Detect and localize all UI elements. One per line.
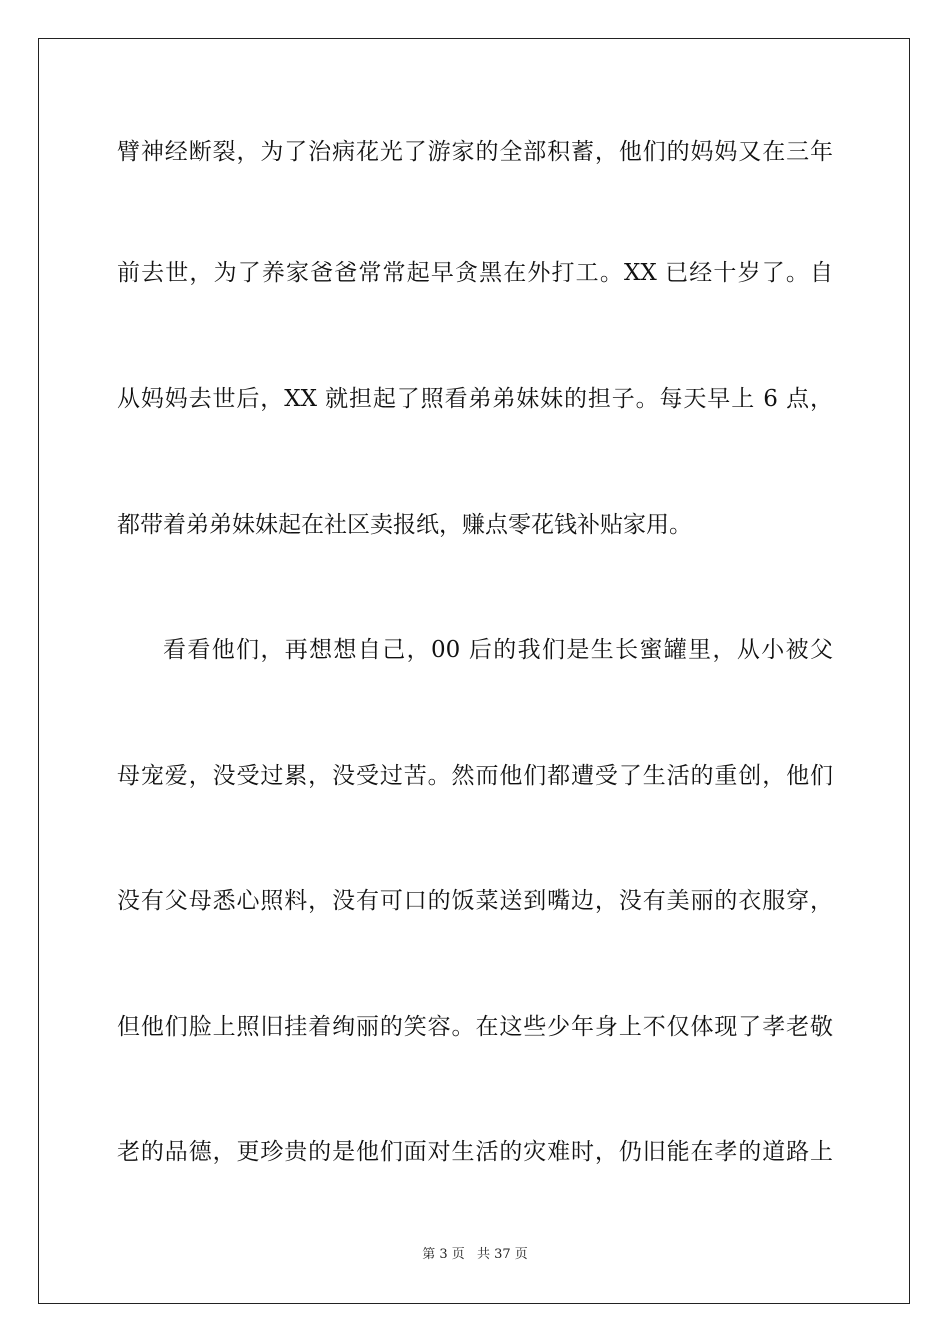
page-number: 第 3 页 xyxy=(422,1247,465,1262)
paragraph-start-line: 看看他们，再想想自己，00 后的我们是生长蜜罐里，从小被父 xyxy=(163,637,833,663)
page-total: 共 37 页 xyxy=(476,1247,528,1262)
text-line: 从妈妈去世后，XX 就担起了照看弟弟妹妹的担子。每天早上 6 点， xyxy=(117,386,833,412)
text-line: 老的品德，更珍贵的是他们面对生活的灾难时，仍旧能在孝的道路上 xyxy=(117,1139,833,1165)
text-line: 都带着弟弟妹妹起在社区卖报纸，赚点零花钱补贴家用。 xyxy=(117,512,692,538)
page-border xyxy=(38,38,910,1304)
text-line: 臂神经断裂，为了治病花光了游家的全部积蓄，他们的妈妈又在三年 xyxy=(117,139,833,165)
text-line: 但他们脸上照旧挂着绚丽的笑容。在这些少年身上不仅体现了孝老敬 xyxy=(117,1014,833,1040)
page-footer xyxy=(0,1245,950,1265)
text-line: 前去世，为了养家爸爸常常起早贪黑在外打工。XX 已经十岁了。自 xyxy=(117,260,833,286)
text-line: 母宠爱，没受过累，没受过苦。然而他们都遭受了生活的重创，他们 xyxy=(117,763,833,789)
text-line: 没有父母悉心照料，没有可口的饭菜送到嘴边，没有美丽的衣服穿， xyxy=(117,888,833,914)
